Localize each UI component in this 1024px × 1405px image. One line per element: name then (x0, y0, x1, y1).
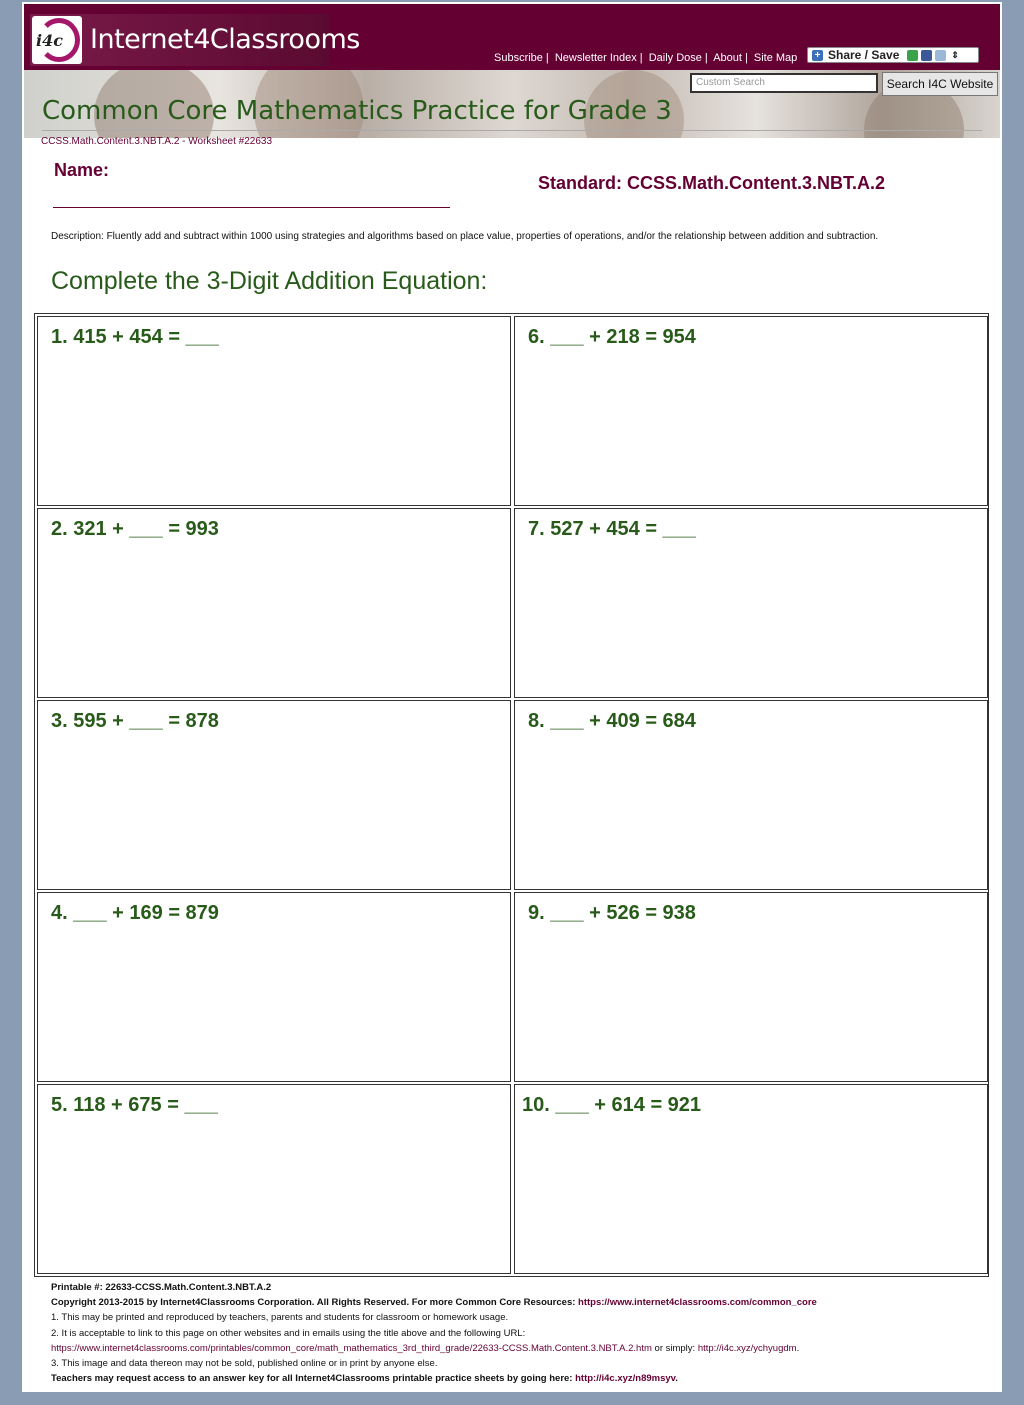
twitter-icon (935, 50, 946, 61)
usage-note-3: 3. This image and data thereon may not be sold, published online or in print by anyone else. (51, 1358, 438, 1370)
search-placeholder: Custom Search (696, 77, 765, 88)
problem-text: 10. ___ + 614 = 921 (522, 1094, 702, 1116)
copyright: Copyright 2013-2015 by Internet4Classrooms Corporation. All Rights Reserved. For more Common Core Resources: https://www.internet4classrooms.com/common_core (51, 1297, 817, 1309)
footer (51, 1280, 981, 1386)
problem-cell (37, 892, 511, 1082)
search-button[interactable]: Search I4C Website (882, 72, 998, 96)
problem-text: 6. ___ + 218 = 954 (528, 326, 696, 348)
dropdown-arrow-icon: ⇕ (951, 49, 959, 60)
problem-text: 9. ___ + 526 = 938 (528, 902, 696, 924)
share-label: Share / Save (828, 48, 900, 62)
search-input[interactable] (690, 73, 878, 93)
problem-text: 1. 415 + 454 = ___ (51, 326, 219, 348)
banner (24, 70, 1000, 138)
nav-separator: | (744, 52, 748, 64)
problem-cell (37, 700, 511, 890)
share-plus-icon: + (812, 50, 823, 61)
nav-separator: | (545, 52, 549, 64)
email-share-icon (907, 50, 918, 61)
problem-text: 8. ___ + 409 = 684 (528, 710, 696, 732)
divider (42, 130, 982, 131)
site-logo[interactable] (30, 14, 360, 66)
problem-grid (34, 313, 989, 1277)
description: Description: Fluently add and subtract within 1000 using strategies and algorithms based on place value, properties of operations, and/or the relationship between addition and subtraction. (51, 231, 879, 242)
logo-text: Internet4Classrooms (90, 24, 360, 55)
problem-cell (37, 508, 511, 698)
nav-site-map[interactable]: Site Map (753, 52, 798, 64)
name-underline (53, 207, 450, 208)
problem-cell (514, 700, 988, 890)
nav-separator: | (704, 52, 708, 64)
facebook-icon (921, 50, 932, 61)
problem-cell (514, 1084, 988, 1274)
problem-text: 7. 527 + 454 = ___ (528, 518, 696, 540)
nav-separator: | (639, 52, 643, 64)
name-label: Name: (54, 160, 110, 180)
problem-cell (37, 1084, 511, 1274)
answer-key-note: Teachers may request access to an answer key for all Internet4Classrooms printable practice sheets by going here: http://i4c.xyz/n89msyv. (51, 1373, 678, 1385)
nav-daily-dose[interactable]: Daily Dose (648, 52, 702, 64)
worksheet-url-link[interactable]: https://www.internet4classrooms.com/printables/common_core/math_mathematics_3rd_third_grade/22633-CCSS.Math.Content.3.NBT.A.2.htm (51, 1342, 652, 1354)
nav-about[interactable]: About (713, 52, 742, 64)
problem-text: 2. 321 + ___ = 993 (51, 518, 219, 540)
url-line: https://www.internet4classrooms.com/printables/common_core/math_mathematics_3rd_third_grade/22633-CCSS.Math.Content.3.NBT.A.2.htm or simply: http://i4c.xyz/ychyugdm. (51, 1342, 800, 1354)
problem-cell (514, 508, 988, 698)
site-header (24, 4, 1000, 70)
short-url-link[interactable]: http://i4c.xyz/ychyugdm (697, 1342, 797, 1354)
problem-cell (37, 316, 511, 506)
standard-label: Standard: CCSS.Math.Content.3.NBT.A.2 (538, 173, 886, 193)
answer-key-link[interactable]: http://i4c.xyz/n89msyv (575, 1373, 676, 1385)
problem-cell (514, 316, 988, 506)
problem-cell (514, 892, 988, 1082)
nav-subscribe[interactable]: Subscribe (494, 52, 543, 64)
problem-text: 4. ___ + 169 = 879 (51, 902, 219, 924)
page-title: Common Core Mathematics Practice for Grade 3 (42, 96, 672, 126)
share-save-button[interactable] (807, 47, 979, 63)
worksheet-reference: CCSS.Math.Content.3.NBT.A.2 - Worksheet #22633 (41, 136, 273, 147)
usage-note-1: 1. This may be printed and reproduced by teachers, parents and students for classroom or homework usage. (51, 1312, 509, 1324)
nav-newsletter-index[interactable]: Newsletter Index (554, 52, 637, 64)
top-navigation (494, 52, 797, 64)
worksheet-title: Complete the 3-Digit Addition Equation: (51, 267, 488, 295)
printable-number: Printable #: 22633-CCSS.Math.Content.3.NBT.A.2 (51, 1282, 272, 1293)
i4c-logo-icon: i4c (32, 16, 82, 64)
worksheet-page (22, 2, 1002, 1392)
problem-text: 5. 118 + 675 = ___ (51, 1094, 218, 1116)
common-core-link[interactable]: https://www.internet4classrooms.com/common_core (578, 1297, 817, 1309)
problem-text: 3. 595 + ___ = 878 (51, 710, 219, 732)
usage-note-2: 2. It is acceptable to link to this page on other websites and in emails using the title above and the following URL: (51, 1327, 526, 1339)
